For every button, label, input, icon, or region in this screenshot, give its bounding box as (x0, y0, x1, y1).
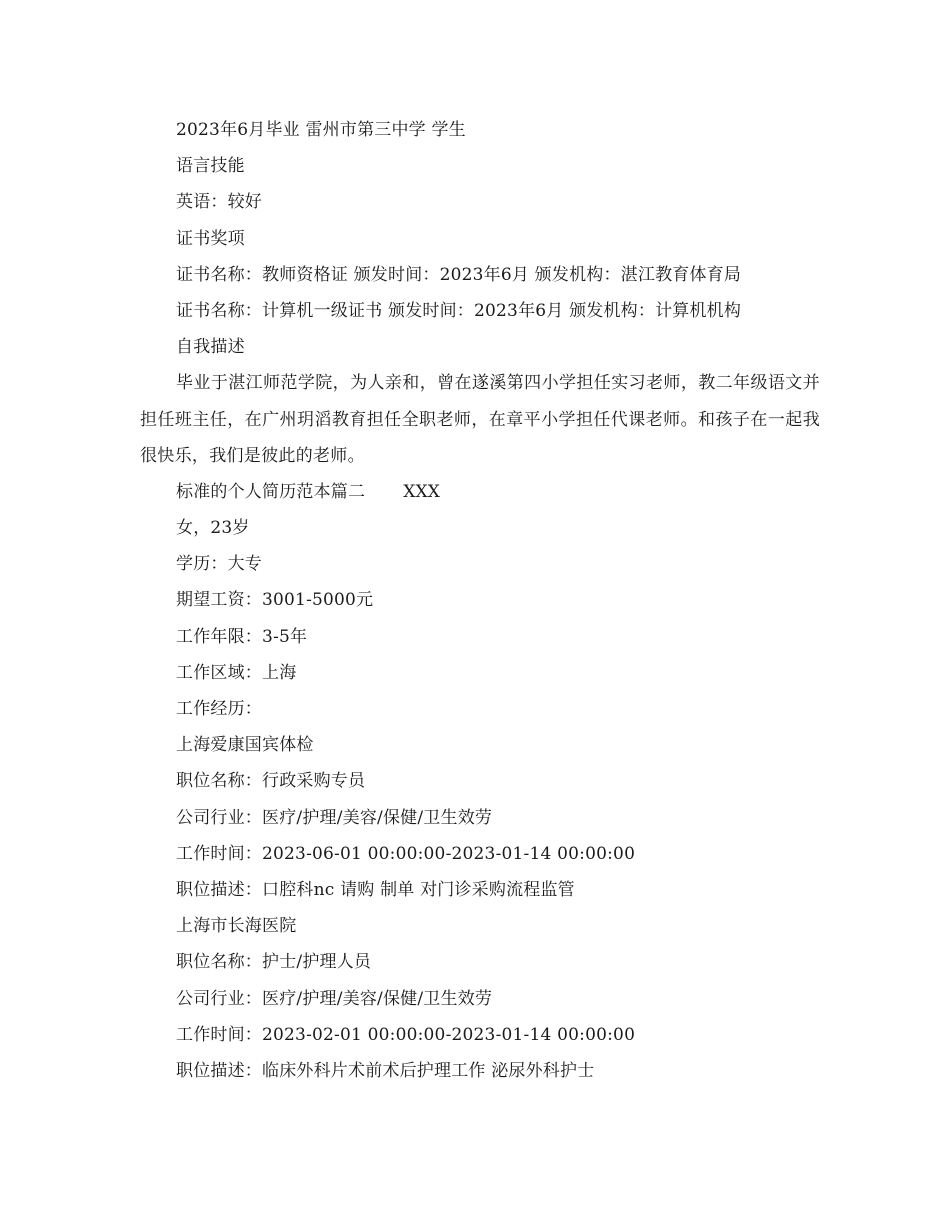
job-description: 职位描述：口腔科nc 请购 制单 对门诊采购流程监管 (176, 879, 575, 900)
job-description: 职位描述：临床外科片术前术后护理工作 泌尿外科护士 (176, 1060, 595, 1081)
personal-info-area: 工作区域：上海 (176, 662, 297, 683)
personal-info-gender-age: 女，23岁 (176, 518, 250, 539)
work-experience-heading: 工作经历： (176, 699, 262, 720)
job-period: 工作时间：2023-06-01 00:00:00-2023-01-14 00:00:00 (176, 843, 636, 864)
resume-name: XXX (403, 481, 441, 502)
certificate-item: 证书名称：计算机一级证书 颁发时间：2023年6月 颁发机构：计算机机构 (176, 300, 742, 321)
education-line: 2023年6月毕业 雷州市第三中学 学生 (176, 120, 466, 140)
personal-info-years: 工作年限：3-5年 (176, 626, 308, 647)
language-english: 英语：较好 (176, 192, 262, 213)
document-body (140, 112, 820, 1089)
resume-title-line (140, 474, 820, 510)
job-title: 职位名称：护士/护理人员 (176, 952, 372, 973)
job-industry: 公司行业：医疗/护理/美容/保健/卫生效劳 (176, 988, 493, 1009)
job-industry: 公司行业：医疗/护理/美容/保健/卫生效劳 (176, 807, 493, 828)
job-title: 职位名称：行政采购专员 (176, 771, 366, 792)
certificate-item: 证书名称：教师资格证 颁发时间：2023年6月 颁发机构：湛江教育体育局 (176, 264, 742, 285)
job-company: 上海爱康国宾体检 (176, 735, 314, 756)
language-heading: 语言技能 (176, 156, 245, 177)
personal-info-education: 学历：大专 (176, 554, 262, 575)
self-description-text: 毕业于湛江师范学院，为人亲和，曾在遂溪第四小学担任实习老师，教二年级语文并担任班主任，在广州玥滔教育担任全职老师，在章平小学担任代课老师。和孩子在一起我很快乐，我们是彼此的老师。 (140, 373, 820, 466)
resume-title: 标准的个人简历范本篇二 (176, 481, 366, 502)
certificates-heading: 证书奖项 (176, 228, 245, 249)
job-company: 上海市长海医院 (176, 916, 297, 937)
job-period: 工作时间：2023-02-01 00:00:00-2023-01-14 00:00:00 (176, 1024, 636, 1045)
self-description-heading: 自我描述 (176, 337, 245, 358)
personal-info-salary: 期望工资：3001-5000元 (176, 590, 374, 611)
